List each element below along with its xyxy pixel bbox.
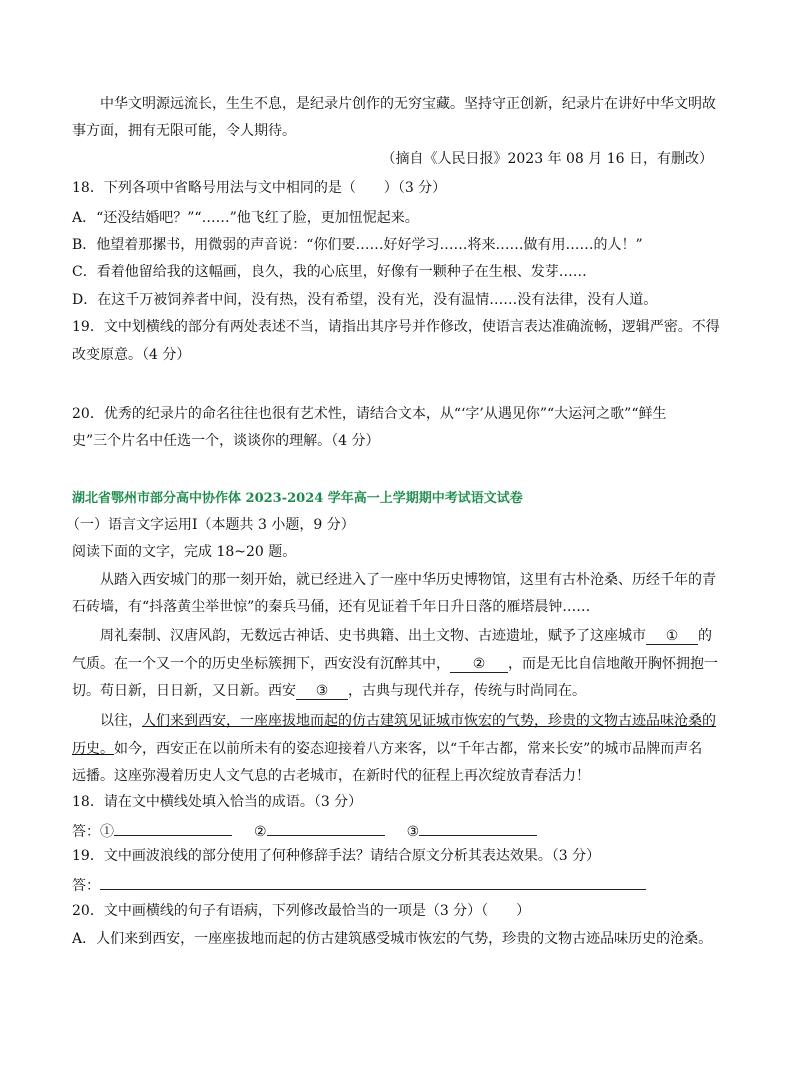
option-b: B．他望着那摞书，用微弱的声音说：“你们要……好好学习……将来……做有用……的人！”: [72, 237, 643, 253]
answer-blank-3[interactable]: [419, 819, 537, 836]
answer-blank-2[interactable]: [267, 819, 385, 836]
passage-line: 切。苟日新，日日新，又日新。西安 ③ ，古典与现代并存，传统与时尚同在。: [72, 683, 586, 699]
answer-blank-1[interactable]: [114, 819, 232, 836]
paragraph-line: 中华文明源远流长，生生不息，是纪录片创作的无穷宝藏。坚持守正创新，纪录片在讲好中华文明故: [100, 96, 716, 112]
paragraph-line: 事方面，拥有无限可能，令人期待。: [72, 123, 296, 139]
answer-line-18: 答：① ② ③: [72, 819, 722, 842]
passage-line: 远播。这座弥漫着历史人文气息的古老城市，在新时代的征程上再次绽放青春活力！: [72, 768, 590, 784]
option-a: A．人们来到西安，一座座拔地而起的仿古建筑感受城市恢宏的气势，珍贵的文物古迹品味历史的沧桑。: [72, 931, 713, 947]
option-d: D．在这千万被饲养者中间，没有热，没有希望，没有光，没有温情……没有法律，没有人道。: [72, 292, 658, 308]
passage-line: 历史。如今，西安正在以前所未有的姿态迎接着八方来客，以“千年古都，常来长安”的城市品牌而声名: [72, 741, 703, 757]
option-a: A．“还没结婚吧？”“……”他飞红了脸，更加忸怩起来。: [72, 210, 419, 226]
instruction: 阅读下面的文字，完成 18~20 题。: [72, 544, 297, 560]
question-18: 18．请在文中横线处填入恰当的成语。（3 分）: [72, 794, 363, 810]
question-19-cont: 改变原意。（4 分）: [72, 347, 191, 363]
question-20: 20．优秀的纪录片的命名往往也很有艺术性，请结合文本，从“‘字’从遇见你”“大运河之歌”“鲜生: [72, 406, 667, 422]
answer-blank-19[interactable]: [100, 873, 646, 890]
question-19: 19．文中划横线的部分有两处表述不当，请指出其序号并作修改，使语言表达准确流畅，逻辑严密。不得: [72, 319, 720, 335]
passage-line: 石砖墙，有“抖落黄尘举世惊”的秦兵马俑，还有见证着千年日升日落的雁塔晨钟……: [72, 599, 591, 615]
question-20: 20．文中画横线的句子有语病，下列修改最恰当的一项是（3 分）（ ）: [72, 903, 531, 919]
exam-heading: 湖北省鄂州市部分高中协作体 2023-2024 学年高一上学期期中考试语文试卷: [72, 491, 523, 506]
passage-line: 气质。在一个又一个的历史坐标簇拥下，西安没有沉醉其中， ② ，而是无比自信地敞开胸怀拥抱一: [72, 656, 718, 672]
section-title: （一）语言文字运用Ⅰ（本题共 3 小题，9 分）: [66, 517, 355, 533]
blank-2[interactable]: ②: [450, 656, 508, 673]
passage-line: 周礼秦制、汉唐风韵，无数远古神话、史书典籍、出土文物、古迹遗址，赋予了这座城市 ① 的: [100, 628, 712, 644]
underlined-sentence: 人们来到西安，一座座拔地而起的仿古建筑见证城市恢宏的气势，珍贵的文物古迹品味沧桑的: [142, 713, 716, 729]
answer-line-19: 答：: [72, 873, 722, 896]
question-20-cont: 史”三个片名中任选一个，谈谈你的理解。（4 分）: [72, 433, 380, 449]
question-18: 18．下列各项中省略号用法与文中相同的是（ ）（3 分）: [72, 180, 447, 196]
option-c: C．看着他留给我的这幅画，良久，我的心底里，好像有一颗种子在生根、发芽……: [72, 264, 587, 280]
passage-line: 从踏入西安城门的那一刻开始，就已经进入了一座中华历史博物馆，这里有古朴沧桑、历经千年的青: [100, 572, 716, 588]
source-citation: （摘自《人民日报》2023 年 08 月 16 日，有删改）: [381, 151, 713, 167]
blank-1[interactable]: ①: [646, 628, 698, 645]
blank-3[interactable]: ③: [296, 683, 348, 700]
passage-line: 以往，人们来到西安，一座座拔地而起的仿古建筑见证城市恢宏的气势，珍贵的文物古迹品味沧桑的: [100, 713, 716, 729]
underlined-sentence-end: 历史。: [72, 741, 114, 757]
question-19: 19．文中画波浪线的部分使用了何种修辞手法？请结合原文分析其表达效果。（3 分）: [72, 848, 601, 864]
